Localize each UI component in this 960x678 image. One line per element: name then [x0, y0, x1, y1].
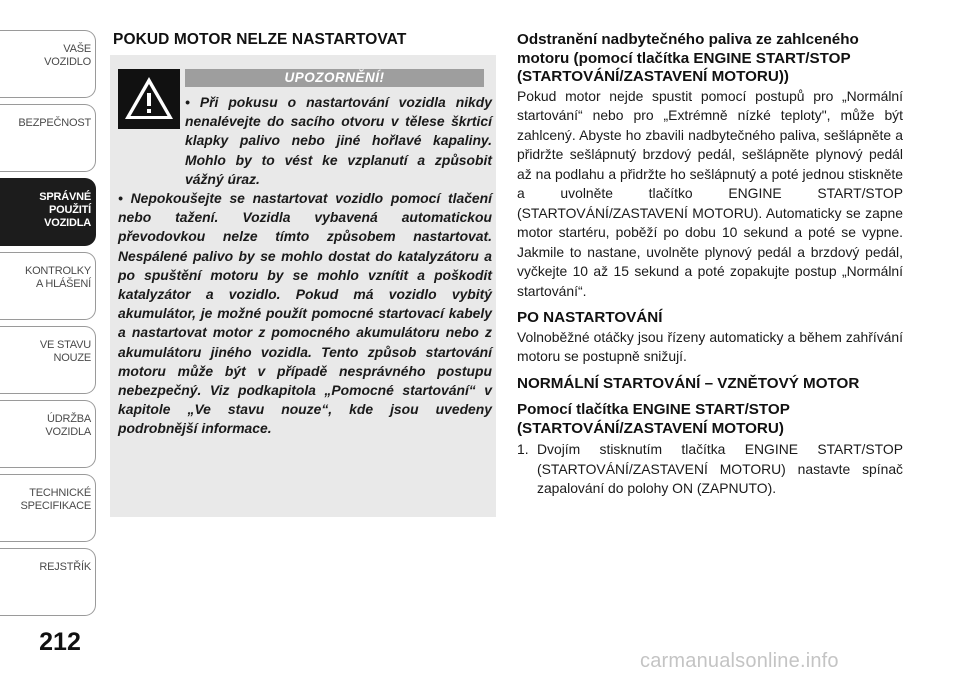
warning-paragraph-1: • Při pokusu o nastartování vozidla nikdy nenalévejte do sacího otvoru v tělese škrticí klapky palivo nebo jiné hořlavé kapaliny. Mohlo by to vést ke vzplanutí a způsobit vážný úraz.: [185, 94, 492, 187]
tab-vase-vozidlo[interactable]: VAŠE VOZIDLO: [0, 30, 96, 98]
tab-spravne-pouziti-vozidla[interactable]: SPRÁVNÉ POUŽITÍ VOZIDLA: [0, 178, 96, 246]
list-item-number: 1.: [517, 441, 529, 457]
tab-rejstrik[interactable]: REJSTŘÍK: [0, 548, 96, 616]
watermark: carmanualsonline.info: [640, 650, 839, 672]
heading-flooded-engine: Odstranění nadbytečného paliva ze zahlceného motoru (pomocí tlačítka ENGINE START/STOP (STARTOVÁNÍ/ZASTAVENÍ MOTORU)): [517, 31, 859, 85]
tab-udrzba-vozidla[interactable]: ÚDRŽBA VOZIDLA: [0, 400, 96, 468]
warning-paragraph-2: • Nepokoušejte se nastartovat vozidlo pomocí tlačení nebo tažení. Vozidla vybavená automatickou převodovkou nelze tímto způsobem nastartovat. Nespálené palivo by se mohlo dostat do katalyzátoru a po spuštění motoru by se mohlo vznítit a poškodit katalyzátor a vozidlo. Pokud má vozidlo vybitý akumulátor, je možné použít pomocné startovací kabely a nastartovat motor z pomocného akumulátoru nebo z akumulátoru jiného vozidla. Tento způsob startování motoru může být v případě nesprávného postupu nebezpečný. Viz podkapitola „Pomocné startování“ v kapitole „Ve stavu nouze“, kde jsou uvedeny podrobnější informace.: [118, 190, 492, 437]
tab-technicke-specifikace[interactable]: TECHNICKÉ SPECIFIKACE: [0, 474, 96, 542]
page-number: 212: [39, 628, 81, 656]
warning-text: [118, 93, 492, 439]
heading-engine-start-button: Pomocí tlačítka ENGINE START/STOP (STARTOVÁNÍ/ZASTAVENÍ MOTORU): [517, 401, 790, 437]
list-item: [517, 440, 903, 499]
heading-after-start: PO NASTARTOVÁNÍ: [517, 309, 663, 326]
right-column: [517, 31, 903, 499]
tab-bezpecnost[interactable]: BEZPEČNOST: [0, 104, 96, 172]
warning-box: [110, 55, 496, 517]
heading-normal-start-diesel: NORMÁLNÍ STARTOVÁNÍ – VZNĚTOVÝ MOTOR: [517, 374, 860, 392]
tab-kontrolky-a-hlaseni[interactable]: KONTROLKY A HLÁŠENÍ: [0, 252, 96, 320]
paragraph-after-start: Volnoběžné otáčky jsou řízeny automaticky a během zahřívání motoru se postupně snižují.: [517, 328, 903, 364]
section-heading: POKUD MOTOR NELZE NASTARTOVAT: [113, 31, 407, 48]
list-item-text: Dvojím stisknutím tlačítka ENGINE START/STOP (STARTOVÁNÍ/ZASTAVENÍ MOTORU) nastavte spínač zapalování do polohy ON (ZAPNUTO).: [537, 441, 903, 496]
paragraph-flooded-engine: Pokud motor nejde spustit pomocí postupů pro „Normální startování“ nebo pro „Extrémně nízké teploty", může být zahlcený. Abyste ho zbavili nadbytečného paliva, sešlápněte a přidržte sešlápnutý brzdový pedál, sešlápněte plynový pedál až na podlahu a přidržte ho sešlápnutý a poté jednou stiskněte a uvolněte tlačítko ENGINE START/STOP (STARTOVÁNÍ/ZASTAVENÍ MOTORU). Automaticky se zapne motor startéru, poběží po dobu 10 sekund a poté se vypne. Jakmile to nastane, uvolněte plynový pedál a brzdový pedál, vyčkejte 10 až 15 sekund a poté zopakujte postup „Normální startování“.: [517, 87, 903, 299]
warning-title: UPOZORNĚNÍ!: [185, 69, 484, 87]
tab-ve-stavu-nouze[interactable]: VE STAVU NOUZE: [0, 326, 96, 394]
